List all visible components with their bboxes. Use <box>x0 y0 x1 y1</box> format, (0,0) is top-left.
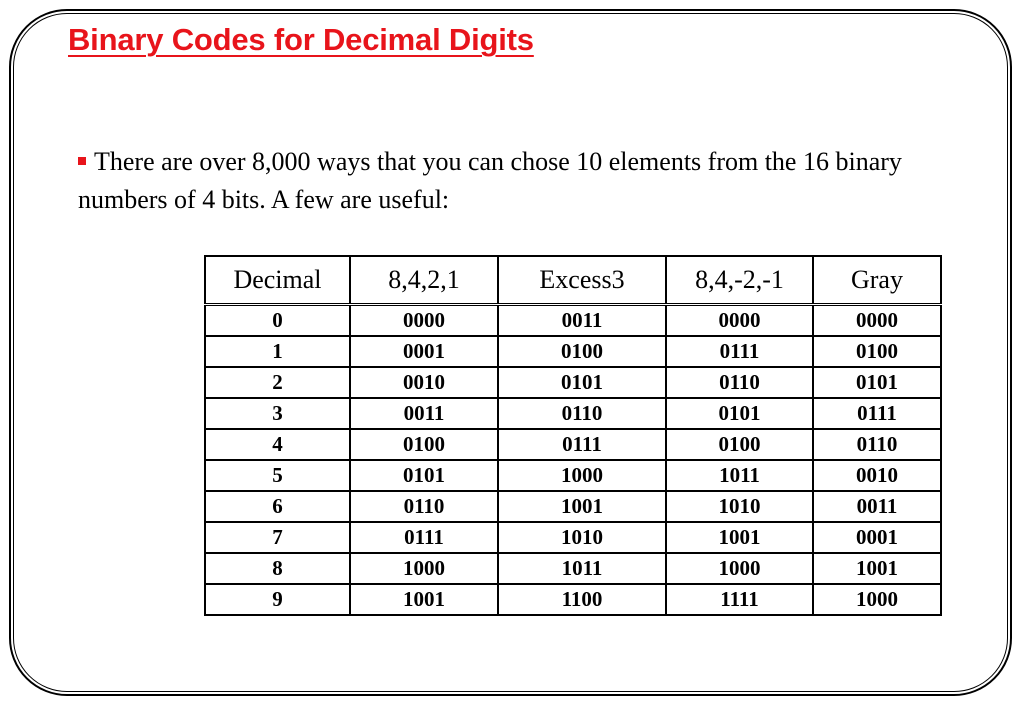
decimal-cell: 9 <box>205 584 350 615</box>
header-84-2-1: 8,4,-2,-1 <box>666 256 813 305</box>
gray-cell: 0001 <box>813 522 941 553</box>
table-body <box>205 305 941 616</box>
excess3-cell: 1001 <box>498 491 666 522</box>
excess3-cell: 1100 <box>498 584 666 615</box>
gray-cell: 0010 <box>813 460 941 491</box>
header-8421: 8,4,2,1 <box>350 256 498 305</box>
gray-cell: 1001 <box>813 553 941 584</box>
code-84-2-1-cell: 1010 <box>666 491 813 522</box>
gray-cell: 0101 <box>813 367 941 398</box>
bcd-8421-cell: 0100 <box>350 429 498 460</box>
excess3-cell: 0110 <box>498 398 666 429</box>
excess3-cell: 0111 <box>498 429 666 460</box>
header-excess3: Excess3 <box>498 256 666 305</box>
bcd-8421-cell: 0101 <box>350 460 498 491</box>
table-row <box>205 367 941 398</box>
table-row <box>205 584 941 615</box>
code-84-2-1-cell: 0111 <box>666 336 813 367</box>
codes-table-container <box>204 255 942 616</box>
excess3-cell: 1000 <box>498 460 666 491</box>
decimal-cell: 8 <box>205 553 350 584</box>
decimal-cell: 1 <box>205 336 350 367</box>
header-gray: Gray <box>813 256 941 305</box>
code-84-2-1-cell: 1111 <box>666 584 813 615</box>
header-decimal: Decimal <box>205 256 350 305</box>
table-row <box>205 429 941 460</box>
decimal-cell: 5 <box>205 460 350 491</box>
decimal-cell: 6 <box>205 491 350 522</box>
slide-title: Binary Codes for Decimal Digits <box>68 22 534 57</box>
decimal-cell: 7 <box>205 522 350 553</box>
gray-cell: 0011 <box>813 491 941 522</box>
code-84-2-1-cell: 1001 <box>666 522 813 553</box>
excess3-cell: 0101 <box>498 367 666 398</box>
code-84-2-1-cell: 1011 <box>666 460 813 491</box>
square-bullet-icon <box>78 157 86 165</box>
decimal-cell: 3 <box>205 398 350 429</box>
table-row <box>205 398 941 429</box>
code-84-2-1-cell: 0000 <box>666 305 813 337</box>
bcd-8421-cell: 0000 <box>350 305 498 337</box>
bullet-point <box>78 143 968 219</box>
code-84-2-1-cell: 1000 <box>666 553 813 584</box>
gray-cell: 0110 <box>813 429 941 460</box>
code-84-2-1-cell: 0110 <box>666 367 813 398</box>
table-header-row <box>205 256 941 305</box>
gray-cell: 1000 <box>813 584 941 615</box>
code-84-2-1-cell: 0101 <box>666 398 813 429</box>
bcd-8421-cell: 1000 <box>350 553 498 584</box>
excess3-cell: 0011 <box>498 305 666 337</box>
bcd-8421-cell: 0010 <box>350 367 498 398</box>
gray-cell: 0000 <box>813 305 941 337</box>
bcd-8421-cell: 0001 <box>350 336 498 367</box>
table-row <box>205 336 941 367</box>
excess3-cell: 1011 <box>498 553 666 584</box>
code-84-2-1-cell: 0100 <box>666 429 813 460</box>
table-row <box>205 553 941 584</box>
bcd-8421-cell: 0011 <box>350 398 498 429</box>
table-row <box>205 305 941 337</box>
excess3-cell: 1010 <box>498 522 666 553</box>
bcd-8421-cell: 0111 <box>350 522 498 553</box>
decimal-cell: 4 <box>205 429 350 460</box>
decimal-cell: 2 <box>205 367 350 398</box>
table-row <box>205 491 941 522</box>
gray-cell: 0100 <box>813 336 941 367</box>
decimal-cell: 0 <box>205 305 350 337</box>
table-row <box>205 460 941 491</box>
bullet-text: There are over 8,000 ways that you can chose 10 elements from the 16 binary numbers of 4 bits. A few are useful: <box>78 147 902 214</box>
excess3-cell: 0100 <box>498 336 666 367</box>
table-row <box>205 522 941 553</box>
bcd-8421-cell: 1001 <box>350 584 498 615</box>
binary-codes-table <box>204 255 942 616</box>
bcd-8421-cell: 0110 <box>350 491 498 522</box>
gray-cell: 0111 <box>813 398 941 429</box>
